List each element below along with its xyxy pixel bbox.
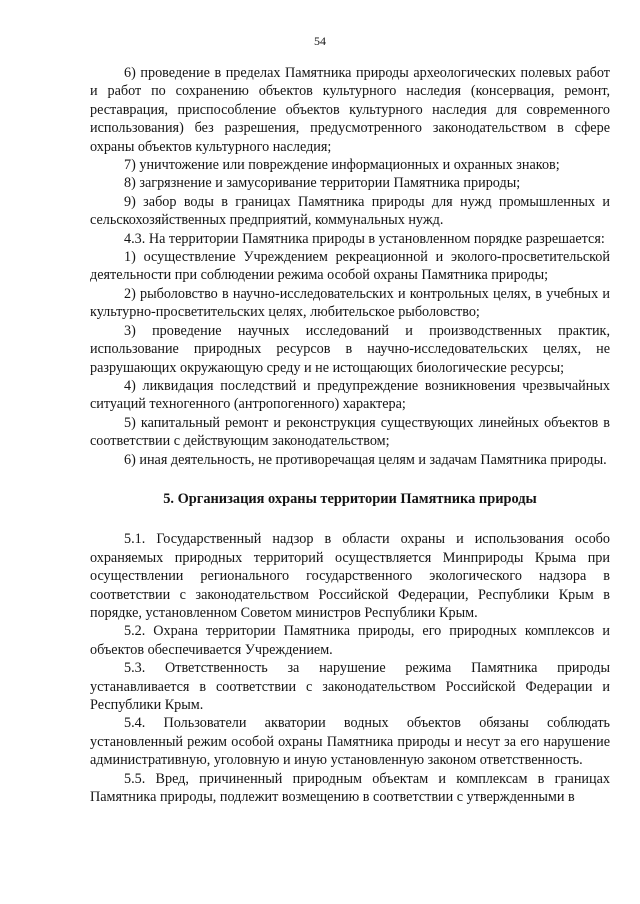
paragraph-5-4: 5.4. Пользователи акватории водных объектов обязаны соблюдать установленный режим особой охраны Памятника природы и несут за его нарушение административную, уголовную и иную установленную законом ответственность. <box>90 715 610 769</box>
paragraph-prohibited-9: 9) забор воды в границах Памятника природы для нужд промышленных и сельскохозяйственных предприятий, коммунальных нужд. <box>90 193 610 229</box>
paragraph-allowed-4: 4) ликвидация последствий и предупреждение возникновения чрезвычайных ситуаций техногенного (антропогенного) характера; <box>90 377 610 413</box>
document-body <box>90 64 610 806</box>
paragraph-allowed-1: 1) осуществление Учреждением рекреационной и эколого-просветительской деятельности при соблюдении режима особой охраны Памятника природы; <box>90 249 610 284</box>
paragraph-prohibited-6: 6) проведение в пределах Памятника природы археологических полевых работ и работ по сохранению объектов культурного наследия (консервация, ремонт, реставрация, приспособление объектов культурного наследия для современного использования) без разрешения, предусмотренного законодательством в сфере охраны объектов культурного наследия; <box>90 65 610 155</box>
page-number: 54 <box>314 34 326 48</box>
paragraph-prohibited-8: 8) загрязнение и замусоривание территории Памятника природы; <box>124 175 521 192</box>
paragraph-5-1: 5.1. Государственный надзор в области охраны и использования особо охраняемых природных территорий осуществляется Минприроды Крыма при осуществлении регионального государственного экологического надзора в соответствии с законодательством Российской Федерации, Республики Крым в порядке, установленном Советом министров Республики Крым. <box>90 531 610 621</box>
paragraph-prohibited-7: 7) уничтожение или повреждение информационных и охранных знаков; <box>124 157 560 174</box>
paragraph-allowed-5: 5) капитальный ремонт и реконструкция существующих линейных объектов в соответствии с действующим законодательством; <box>90 414 610 450</box>
paragraph-4-3: 4.3. На территории Памятника природы в установленном порядке разрешается: <box>124 230 605 247</box>
paragraph-allowed-3: 3) проведение научных исследований и производственных практик, использование природных ресурсов в научно-исследовательских целях, не разрушающих окружающую среду и не истощающих биологические ресурсы; <box>90 322 610 376</box>
paragraph-5-3: 5.3. Ответственность за нарушение режима Памятника природы устанавливается в соответствии с законодательством Российской Федерации и Республики Крым. <box>90 660 610 713</box>
paragraph-allowed-6: 6) иная деятельность, не противоречащая целям и задачам Памятника природы. <box>124 451 607 468</box>
section-heading: 5. Организация охраны территории Памятника природы <box>163 490 537 507</box>
paragraph-5-5: 5.5. Вред, причиненный природным объектам и комплексам в границах Памятника природы, подлежит возмещению в соответствии с утвержденными в <box>90 770 610 806</box>
paragraph-5-2: 5.2. Охрана территории Памятника природы, его природных комплексов и объектов обеспечивается Учреждением. <box>90 623 610 658</box>
paragraph-allowed-2: 2) рыболовство в научно-исследовательских и контрольных целях, в учебных и культурно-просветительских целях, любительское рыболовство; <box>90 285 610 321</box>
